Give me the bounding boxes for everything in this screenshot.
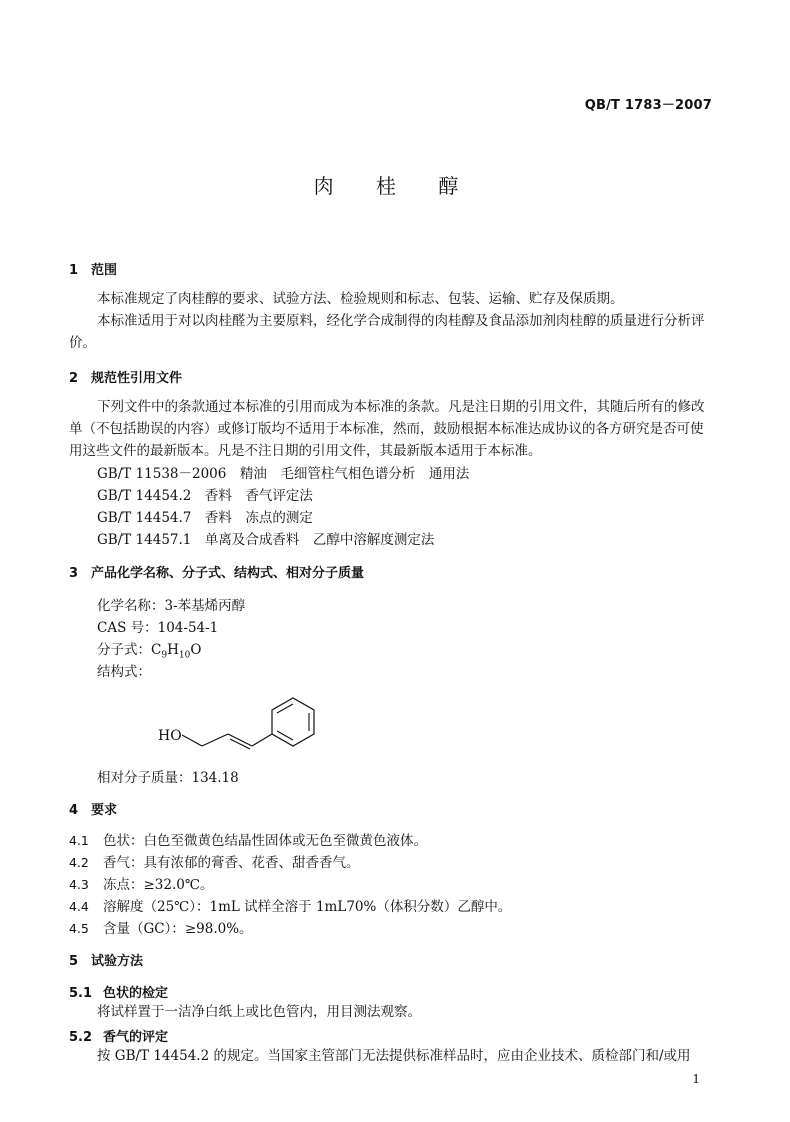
item-text: 溶解度（25℃）：1mL 试样全溶于 1mL70%（体积分数）乙醇中。	[103, 899, 512, 915]
subsection-number: 5.1	[69, 986, 93, 1001]
section-title: 范围	[91, 263, 118, 278]
requirement-item	[69, 895, 511, 915]
requirement-item	[69, 851, 360, 871]
requirement-item	[69, 873, 213, 893]
bond	[182, 735, 202, 746]
formula-element: C	[151, 642, 162, 658]
section-number: 1	[69, 263, 79, 278]
subsection-title: 色状的检定	[103, 986, 169, 1001]
molecular-formula	[97, 638, 201, 661]
page-number: 1	[692, 1072, 700, 1086]
section-number: 5	[69, 954, 79, 969]
section-2-heading	[69, 367, 182, 386]
section-number: 2	[69, 371, 79, 386]
section-3-heading	[69, 562, 364, 581]
requirement-item	[69, 829, 427, 849]
item-text: 香气：具有浓郁的膏香、花香、甜香香气。	[103, 855, 360, 871]
formula-label: 分子式：	[97, 642, 151, 658]
subsection-5-1-heading	[69, 982, 168, 1001]
section-title: 要求	[91, 803, 118, 818]
item-number: 4.3	[69, 877, 89, 892]
section-title: 试验方法	[91, 954, 144, 969]
reference-item: GB/T 14457.1 单离及合成香料 乙醇中溶解度测定法	[97, 532, 435, 548]
section-1-heading	[69, 259, 117, 278]
formula-subscript: 10	[178, 650, 191, 661]
subsection-5-1-text: 将试样置于一洁净白纸上或比色管内，用目测法观察。	[97, 1004, 421, 1020]
item-text: 含量（GC）：≥98.0%。	[103, 921, 253, 937]
structure-label: 结构式：	[97, 664, 151, 680]
reference-item: GB/T 14454.2 香料 香气评定法	[97, 488, 313, 504]
section-1-para-2: 本标准适用于对以肉桂醛为主要原料，经化学合成制得的肉桂醇及食品添加剂肉桂醇的质量进行分析评价。	[69, 313, 705, 351]
item-number: 4.4	[69, 899, 89, 914]
benzene-ring	[272, 698, 314, 746]
subsection-5-2-text: 按 GB/T 14454.2 的规定。当国家主管部门无法提供标准样品时，应由企业技术、质检部门和/或用	[97, 1048, 691, 1064]
document-title: 肉 桂 醇	[313, 174, 477, 198]
bond	[252, 734, 272, 746]
section-number: 4	[69, 803, 79, 818]
subsection-number: 5.2	[69, 1030, 93, 1045]
section-title: 产品化学名称、分子式、结构式、相对分子质量	[91, 566, 365, 581]
item-text: 色状：白色至微黄色结晶性固体或无色至微黄色液体。	[103, 833, 427, 849]
formula-subscript: 9	[161, 650, 168, 661]
reference-item: GB/T 14454.7 香料 冻点的测定	[97, 510, 313, 526]
structure-ho-label: HO	[158, 728, 182, 744]
cas-number: CAS 号：104-54-1	[97, 620, 219, 636]
item-number: 4.1	[69, 833, 89, 848]
molecular-weight: 相对分子质量：134.18	[97, 770, 239, 786]
section-2-para-1: 下列文件中的条款通过本标准的引用而成为本标准的条款。凡是注日期的引用文件，其随后所有的修改单（不包括勘误的内容）或修订版均不适用于本标准，然而，鼓励根据本标准达成协议的各方研究是否可使用这些文件的最新版本。凡是不注日期的引用文件，其最新版本适用于本标准。	[69, 399, 705, 459]
section-5-heading	[69, 950, 143, 969]
item-number: 4.5	[69, 921, 89, 936]
structural-formula	[150, 688, 340, 762]
cinnamyl-alcohol-structure	[150, 688, 340, 758]
section-4-heading	[69, 799, 117, 818]
section-1-para-1: 本标准规定了肉桂醇的要求、试验方法、检验规则和标志、包装、运输、贮存及保质期。	[97, 291, 624, 307]
reference-item: GB/T 11538－2006 精油 毛细管柱气相色谱分析 通用法	[97, 466, 470, 482]
section-title: 规范性引用文件	[91, 371, 183, 386]
item-number: 4.2	[69, 855, 89, 870]
formula-element: H	[167, 642, 179, 658]
chemical-name: 化学名称：3-苯基烯丙醇	[97, 598, 246, 614]
formula-element: O	[190, 642, 202, 658]
subsection-5-2-heading	[69, 1026, 168, 1045]
bond	[202, 734, 228, 746]
item-text: 冻点：≥32.0℃。	[103, 877, 214, 893]
subsection-title: 香气的评定	[103, 1030, 169, 1045]
standard-code: QB/T 1783－2007	[584, 98, 712, 113]
section-number: 3	[69, 566, 79, 581]
requirement-item	[69, 917, 253, 937]
